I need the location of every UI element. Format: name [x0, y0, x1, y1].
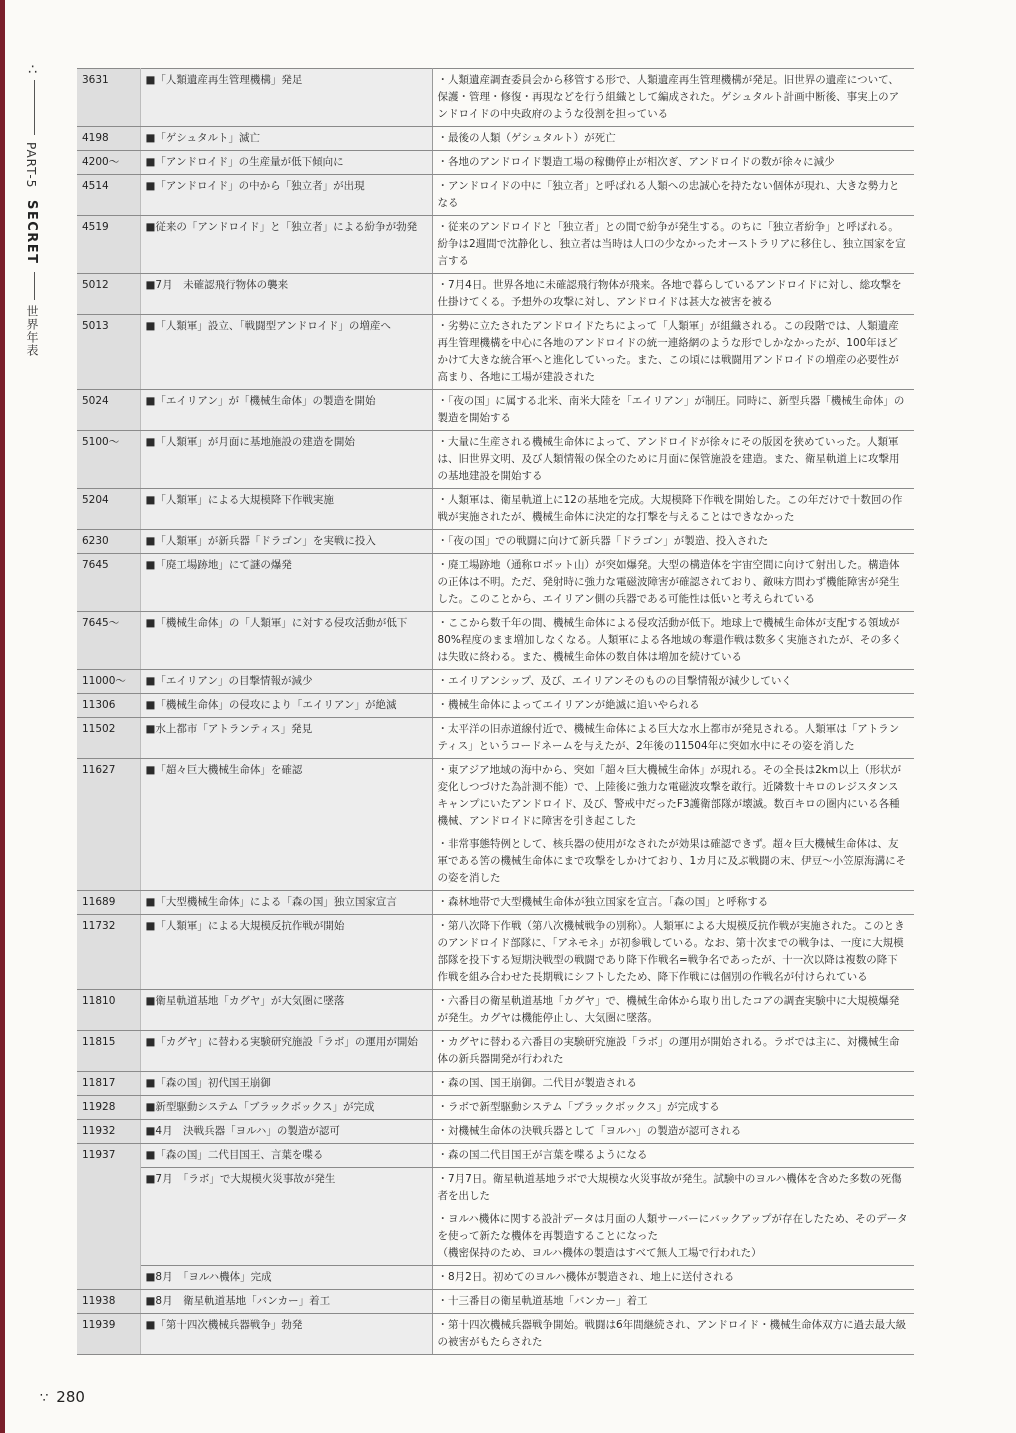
- event-cell: ■「エイリアン」が「機械生命体」の製造を開始: [140, 390, 432, 431]
- description-text: ・アンドロイドの中に「独立者」と呼ばれる人類への忠誠心を持たない個体が現れ、大きな勢力となる: [437, 180, 900, 209]
- table-row: [77, 1072, 914, 1096]
- event-cell: ■「アンドロイド」の生産量が低下傾向に: [140, 151, 432, 175]
- description-text: ・ヨルハ機体に関する設計データは月面の人類サーバーにバックアップが存在したため、そのデータを使って新たな機体を再製造することになった （機密保持のため、ヨルハ機体の製造はすべて無人工場で行われた）: [437, 1213, 908, 1259]
- table-row: [77, 1290, 914, 1314]
- description-cell: [432, 718, 914, 759]
- timeline-table: [77, 68, 914, 1355]
- year-cell: 3631: [77, 69, 140, 127]
- table-row: [77, 718, 914, 759]
- description-text: ・太平洋の旧赤道線付近で、機械生命体による巨大な水上都市が発見される。人類軍は「アトランティス」というコードネームを与えたが、2年後の11504年に突如水中にその姿を消した: [437, 723, 900, 752]
- year-cell: 11939: [77, 1314, 140, 1355]
- description-text: ・ここから数千年の間、機械生命体による侵攻活動が低下。地球上で機械生命体が支配する領域が80%程度のまま増加しなくなる。人類軍による各地域の奪還作戦は数多く実施されたが、その多くは失敗に終わる。また、機械生命体の数自体は増加を続けている: [437, 617, 902, 663]
- description-cell: [432, 175, 914, 216]
- event-cell: ■「廃工場跡地」にて謎の爆発: [140, 554, 432, 612]
- event-cell: ■「人類軍」設立、「戦闘型アンドロイド」の増産へ: [140, 315, 432, 390]
- description-cell: [432, 1096, 914, 1120]
- description-text: ・機械生命体によってエイリアンが絶滅に追いやられる: [437, 699, 700, 711]
- table-row: [77, 216, 914, 274]
- description-text: ・森の国二代目国王が言葉を喋るようになる: [437, 1149, 648, 1161]
- table-row: [77, 759, 914, 891]
- year-cell: 11815: [77, 1031, 140, 1072]
- section-label: SECRET: [24, 200, 39, 265]
- year-cell: 5012: [77, 274, 140, 315]
- description-cell: [432, 554, 914, 612]
- year-cell: 11937: [77, 1144, 140, 1290]
- event-cell: ■「アンドロイド」の中から「独立者」が出現: [140, 175, 432, 216]
- year-cell: 11502: [77, 718, 140, 759]
- year-cell: 11000～: [77, 670, 140, 694]
- description-text: ・第八次降下作戦（第八次機械戦争の別称）。人類軍による大規模反抗作戦が実施された。このときのアンドロイド部隊に、「アネモネ」が初参戦している。なお、第十次までの戦争は、一度に大規模部隊を投下する短期決戦型の戦闘であり降下作戦名=戦争名であったが、十一次以降は複数の降下作戦を組み合わせた長期戦にシフトしたため、降下作戦には個別の作戦名が付けられている: [437, 920, 905, 983]
- description-text: ・人類遺産調査委員会から移管する形で、人類遺産再生管理機構が発足。旧世界の遺産について、保護・管理・修復・再現などを行う組織として編成された。ゲシュタルト計画中断後、事実上のアンドロイドの中央政府のような役割を担っている: [437, 74, 900, 120]
- divider: [34, 80, 35, 135]
- description-text: ・劣勢に立たされたアンドロイドたちによって「人類軍」が組織される。この段階では、人類遺産再生管理機構を中心に各地のアンドロイドの統一連絡網のような形でしかなかったが、100年ほどかけて大きな統合軍へと進化していった。また、この頃には戦闘用アンドロイドの増産の必要性が高まり、各地に工場が建設された: [437, 320, 899, 383]
- table-row: [77, 315, 914, 390]
- event-cell: ■「ゲシュタルト」滅亡: [140, 127, 432, 151]
- part-label: PART-5: [24, 142, 38, 189]
- year-cell: 11627: [77, 759, 140, 891]
- event-cell: ■水上都市「アトランティス」発見: [140, 718, 432, 759]
- event-cell: ■4月 決戦兵器「ヨルハ」の製造が認可: [140, 1120, 432, 1144]
- table-row: [77, 915, 914, 990]
- description-text: ・8月2日。初めてのヨルハ機体が製造され、地上に送付される: [437, 1271, 735, 1283]
- description-text: ・対機械生命体の決戦兵器として「ヨルハ」の製造が認可される: [437, 1125, 742, 1137]
- year-cell: 11928: [77, 1096, 140, 1120]
- table-row: [77, 390, 914, 431]
- description-cell: [432, 390, 914, 431]
- event-cell: ■8月 「ヨルハ機体」完成: [140, 1266, 432, 1290]
- description-cell: [432, 990, 914, 1031]
- table-row: [77, 612, 914, 670]
- table-row: [77, 1120, 914, 1144]
- table-row: [77, 530, 914, 554]
- description-cell: [432, 1031, 914, 1072]
- table-row: [77, 175, 914, 216]
- table-row: [77, 670, 914, 694]
- event-cell: ■「人類軍」が月面に基地施設の建造を開始: [140, 431, 432, 489]
- event-cell: ■「人類軍」による大規模反抗作戦が開始: [140, 915, 432, 990]
- description-cell: [432, 431, 914, 489]
- year-cell: 4519: [77, 216, 140, 274]
- description-cell: [432, 694, 914, 718]
- year-cell: 4514: [77, 175, 140, 216]
- description-cell: [432, 670, 914, 694]
- description-text: ・十三番目の衛星軌道基地「バンカー」着工: [437, 1295, 648, 1307]
- description-text: ・東アジア地域の海中から、突如「超々巨大機械生命体」が現れる。その全長は2km以上（形状が変化しつづけた為計測不能）で、上陸後に強力な電磁波攻撃を敢行。近隣数十キロのレジスタンスキャンプにいたアンドロイド、及び、警戒中だったF3護衛部隊が壊滅。数百キロの圏内にいる各種機械、アンドロイドに障害を引き起こした: [437, 764, 902, 827]
- description-text: ・エイリアンシップ、及び、エイリアンそのものの目撃情報が減少していく: [437, 675, 792, 687]
- description-cell: [432, 315, 914, 390]
- description-text: ・第十四次機械兵器戦争開始。戦闘は6年間継続され、アンドロイド・機械生命体双方に過去最大級の被害がもたらされた: [437, 1319, 907, 1348]
- event-cell: ■「機械生命体」の「人類軍」に対する侵攻活動が低下: [140, 612, 432, 670]
- description-text: ・従来のアンドロイドと「独立者」との間で紛争が発生する。のちに「独立者紛争」と呼ばれる。紛争は2週間で沈静化し、独立者は当時は人口の少なかったオーストラリアに移住し、独立国家を宣言する: [437, 221, 906, 267]
- description-cell: [432, 891, 914, 915]
- year-cell: 5013: [77, 315, 140, 390]
- year-cell: 7645～: [77, 612, 140, 670]
- description-cell: [432, 915, 914, 990]
- event-cell: ■7月 「ラボ」で大規模火災事故が発生: [140, 1168, 432, 1266]
- description-cell: [432, 1290, 914, 1314]
- event-cell: ■「超々巨大機械生命体」を確認: [140, 759, 432, 891]
- table-row: [77, 1144, 914, 1168]
- description-text: ・「夜の国」での戦闘に向けて新兵器「ドラゴン」が製造、投入された: [437, 535, 769, 547]
- event-cell: ■「森の国」二代目国王、言葉を喋る: [140, 1144, 432, 1168]
- description-cell: [432, 612, 914, 670]
- description-text: ・カグヤに替わる六番目の実験研究施設「ラボ」の運用が開始される。ラボでは主に、対機械生命体の新兵器開発が行われた: [437, 1036, 900, 1065]
- description-text: ・各地のアンドロイド製造工場の稼働停止が相次ぎ、アンドロイドの数が徐々に減少: [437, 156, 835, 168]
- description-cell: [432, 1072, 914, 1096]
- table-row: [77, 431, 914, 489]
- table-row: [77, 1314, 914, 1355]
- table-row: [77, 151, 914, 175]
- year-cell: 6230: [77, 530, 140, 554]
- table-row: [77, 489, 914, 530]
- table-row: [77, 891, 914, 915]
- event-cell: ■7月 未確認飛行物体の襲来: [140, 274, 432, 315]
- year-cell: 11732: [77, 915, 140, 990]
- table-row: [77, 274, 914, 315]
- description-cell: [432, 1144, 914, 1168]
- event-cell: ■8月 衛星軌道基地「バンカー」着工: [140, 1290, 432, 1314]
- year-cell: 11306: [77, 694, 140, 718]
- description-cell: [432, 759, 914, 891]
- description-text: ・最後の人類（ゲシュタルト）が死亡: [437, 132, 616, 144]
- year-cell: 11938: [77, 1290, 140, 1314]
- year-cell: 4200～: [77, 151, 140, 175]
- description-text: ・ラボで新型駆動システム「ブラックボックス」が完成する: [437, 1101, 720, 1113]
- description-cell: [432, 1266, 914, 1290]
- event-cell: ■「大型機械生命体」による「森の国」独立国家宣言: [140, 891, 432, 915]
- description-text: ・大量に生産される機械生命体によって、アンドロイドが徐々にその版図を狭めていった。人類軍は、旧世界文明、及び人類情報の保全のために月面に保管施設を建造。また、衛星軌道上に攻撃用の基地建設を開始する: [437, 436, 900, 482]
- description-text: ・7月4日。世界各地に未確認飛行物体が飛来。各地で暮らしているアンドロイドに対し、総攻撃を仕掛けてくる。予想外の攻撃に対し、アンドロイドは甚大な被害を被る: [437, 279, 902, 308]
- description-text: ・7月7日。衛星軌道基地ラボで大規模な火災事故が発生。試験中のヨルハ機体を含めた多数の死傷者を出した: [437, 1173, 902, 1202]
- year-cell: 4198: [77, 127, 140, 151]
- year-cell: 11932: [77, 1120, 140, 1144]
- subtitle-label: 世界年表: [25, 305, 39, 357]
- description-cell: [432, 127, 914, 151]
- description-cell: [432, 69, 914, 127]
- page-number: 280: [56, 1388, 85, 1406]
- description-text: ・廃工場跡地（通称ロボット山）が突如爆発。大型の構造体を宇宙空間に向けて射出した。構造体の正体は不明。ただ、発射時に強力な電磁波障害が確認されており、敵味方問わず機能障害が発生した。このことから、エイリアン側の兵器である可能性は低いと考えられている: [437, 559, 900, 605]
- description-cell: [432, 151, 914, 175]
- year-cell: 11689: [77, 891, 140, 915]
- description-text: ・「夜の国」に属する北米、南米大陸を「エイリアン」が制圧。同時に、新型兵器「機械生命体」の製造を開始する: [437, 395, 905, 424]
- year-cell: 11810: [77, 990, 140, 1031]
- description-text: ・人類軍は、衛星軌道上に12の基地を完成。大規模降下作戦を開始した。この年だけで十数回の作戦が実施されたが、機械生命体に決定的な打撃を与えることはできなかった: [437, 494, 903, 523]
- event-cell: ■「人類軍」による大規模降下作戦実施: [140, 489, 432, 530]
- description-cell: [432, 489, 914, 530]
- table-row: [77, 1096, 914, 1120]
- ornament-dots-icon: ∵: [40, 1391, 49, 1406]
- event-cell: ■衛星軌道基地「カグヤ」が大気圏に墜落: [140, 990, 432, 1031]
- year-cell: 5100～: [77, 431, 140, 489]
- ornament-dots-icon: ∴: [28, 62, 37, 78]
- description-cell: [432, 1168, 914, 1266]
- event-cell: ■従来の「アンドロイド」と「独立者」による紛争が勃発: [140, 216, 432, 274]
- description-text: ・森林地帯で大型機械生命体が独立国家を宣言。「森の国」と呼称する: [437, 896, 769, 908]
- event-cell: ■新型駆動システム「ブラックボックス」が完成: [140, 1096, 432, 1120]
- table-row: [77, 1031, 914, 1072]
- description-text: ・森の国、国王崩御。二代目が製造される: [437, 1077, 637, 1089]
- year-cell: 11817: [77, 1072, 140, 1096]
- event-cell: ■「カグヤ」に替わる実験研究施設「ラボ」の運用が開始: [140, 1031, 432, 1072]
- event-cell: ■「人類遺産再生管理機構」発足: [140, 69, 432, 127]
- year-cell: 7645: [77, 554, 140, 612]
- event-cell: ■「第十四次機械兵器戦争」勃発: [140, 1314, 432, 1355]
- event-cell: ■「森の国」初代国王崩御: [140, 1072, 432, 1096]
- table-row: [77, 69, 914, 127]
- event-cell: ■「エイリアン」の目撃情報が減少: [140, 670, 432, 694]
- description-cell: [432, 530, 914, 554]
- spine-bar: [0, 0, 5, 1433]
- description-cell: [432, 216, 914, 274]
- table-row: [77, 127, 914, 151]
- description-cell: [432, 274, 914, 315]
- table-row: [77, 990, 914, 1031]
- year-cell: 5204: [77, 489, 140, 530]
- table-row: [77, 1266, 914, 1290]
- description-text: ・六番目の衛星軌道基地「カグヤ」で、機械生命体から取り出したコアの調査実験中に大規模爆発が発生。カグヤは機能停止し、大気圏に墜落。: [437, 995, 900, 1024]
- description-text: ・非常事態特例として、核兵器の使用がなされたが効果は確認できず。超々巨大機械生命体は、友軍である筈の機械生命体にまで攻撃をしかけており、1カ月に及ぶ戦闘の末、伊豆～小笠原海溝にその姿を消した: [437, 838, 907, 884]
- table-row: [77, 1168, 914, 1266]
- event-cell: ■「機械生命体」の侵攻により「エイリアン」が絶滅: [140, 694, 432, 718]
- event-cell: ■「人類軍」が新兵器「ドラゴン」を実戦に投入: [140, 530, 432, 554]
- description-cell: [432, 1314, 914, 1355]
- year-cell: 5024: [77, 390, 140, 431]
- table-row: [77, 694, 914, 718]
- description-cell: [432, 1120, 914, 1144]
- table-row: [77, 554, 914, 612]
- side-running-head: [14, 60, 54, 410]
- page-footer: [40, 1388, 85, 1406]
- divider: [34, 272, 35, 300]
